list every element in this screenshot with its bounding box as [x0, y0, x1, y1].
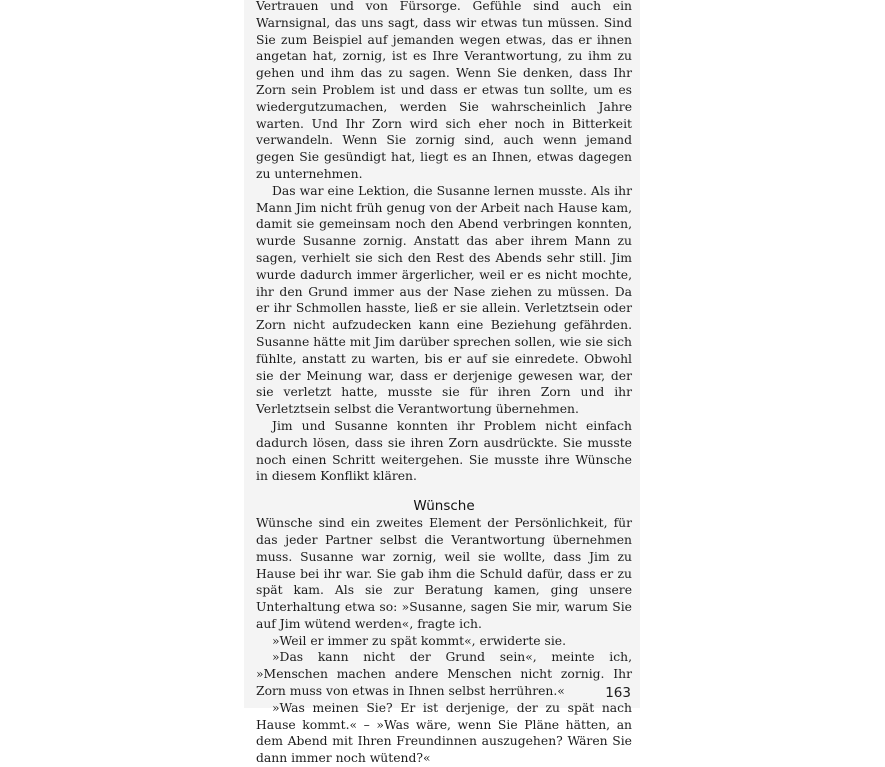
paragraph-4: Wünsche sind ein zweites Element der Persönlichkeit, für das jeder Partner selbst die Verantwortung übernehmen muss. Susanne war zornig, weil sie wollte, dass Jim zu Hause bei ihr war. Sie gab ihm die Schuld dafür, dass er zu spät kam. Als sie zur Beratung kamen, ging unsere Unterhaltung etwa so: »Susanne, sagen Sie mir, warum Sie auf Jim wütend werden«, fragte ich. [256, 516, 632, 631]
paragraph-3: Jim und Susanne konnten ihr Problem nicht einfach dadurch lösen, dass sie ihren Zorn ausdrückte. Sie musste noch einen Schritt weitergehen. Sie musste ihre Wünsche in diesem Konflikt klären. [256, 418, 632, 484]
body-text [256, 0, 632, 767]
paragraph-7: »Was meinen Sie? Er ist derjenige, der zu spät nach Hause kommt.« – »Was wäre, wenn Sie Pläne hätten, an dem Abend mit Ihren Freundinnen auszugehen? Wären Sie dann immer noch wütend?« [256, 700, 632, 766]
paragraph-6: »Das kann nicht der Grund sein«, meinte ich, »Menschen machen andere Menschen nicht zornig. Ihr Zorn muss von etwas in Ihnen selbst herrühren.« [256, 650, 632, 699]
page-number: 163 [605, 685, 631, 701]
section-heading: Wünsche [413, 498, 475, 515]
paragraph-2: Das war eine Lektion, die Susanne lernen musste. Als ihr Mann Jim nicht früh genug von der Arbeit nach Hause kam, damit sie gemeinsam noch den Abend verbringen konnten, wurde Susanne zornig. Anstatt das aber ihrem Mann zu sagen, verhielt sie sich den Rest des Abends sehr still. Jim wurde dadurch immer ärgerlicher, weil er es nicht mochte, ihr den Grund immer aus der Nase ziehen zu müssen. Da er ihr Schmollen hasste, ließ er sie allein. Verletztsein oder Zorn nicht aufzudecken kann eine Beziehung gefährden. Susanne hätte mit Jim darüber sprechen sollen, wie sie sich fühlte, anstatt zu warten, bis er auf sie einredete. Obwohl sie der Meinung war, dass er derjenige gewesen war, der sie verletzt hatte, musste sie für ihren Zorn und ihr Verletztsein selbst die Verantwortung übernehmen. [256, 183, 632, 417]
paragraph-5: »Weil er immer zu spät kommt«, erwiderte sie. [272, 633, 567, 648]
paragraph-1: Vertrauen und von Fürsorge. Gefühle sind auch ein Warnsignal, das uns sagt, dass wir etwas tun müssen. Sind Sie zum Beispiel auf jemanden wegen etwas, das er ihnen angetan hat, zornig, ist es Ihre Verantwortung, zu ihm zu gehen und ihm das zu sagen. Wenn Sie denken, dass Ihr Zorn sein Problem ist und dass er etwas tun sollte, um es wiedergutzumachen, werden Sie wahrscheinlich Jahre warten. Und Ihr Zorn wird sich eher noch in Bitterkeit verwandeln. Wenn Sie zornig sind, auch wenn jemand gegen Sie gesündigt hat, liegt es an Ihnen, etwas dagegen zu unternehmen. [256, 0, 632, 181]
